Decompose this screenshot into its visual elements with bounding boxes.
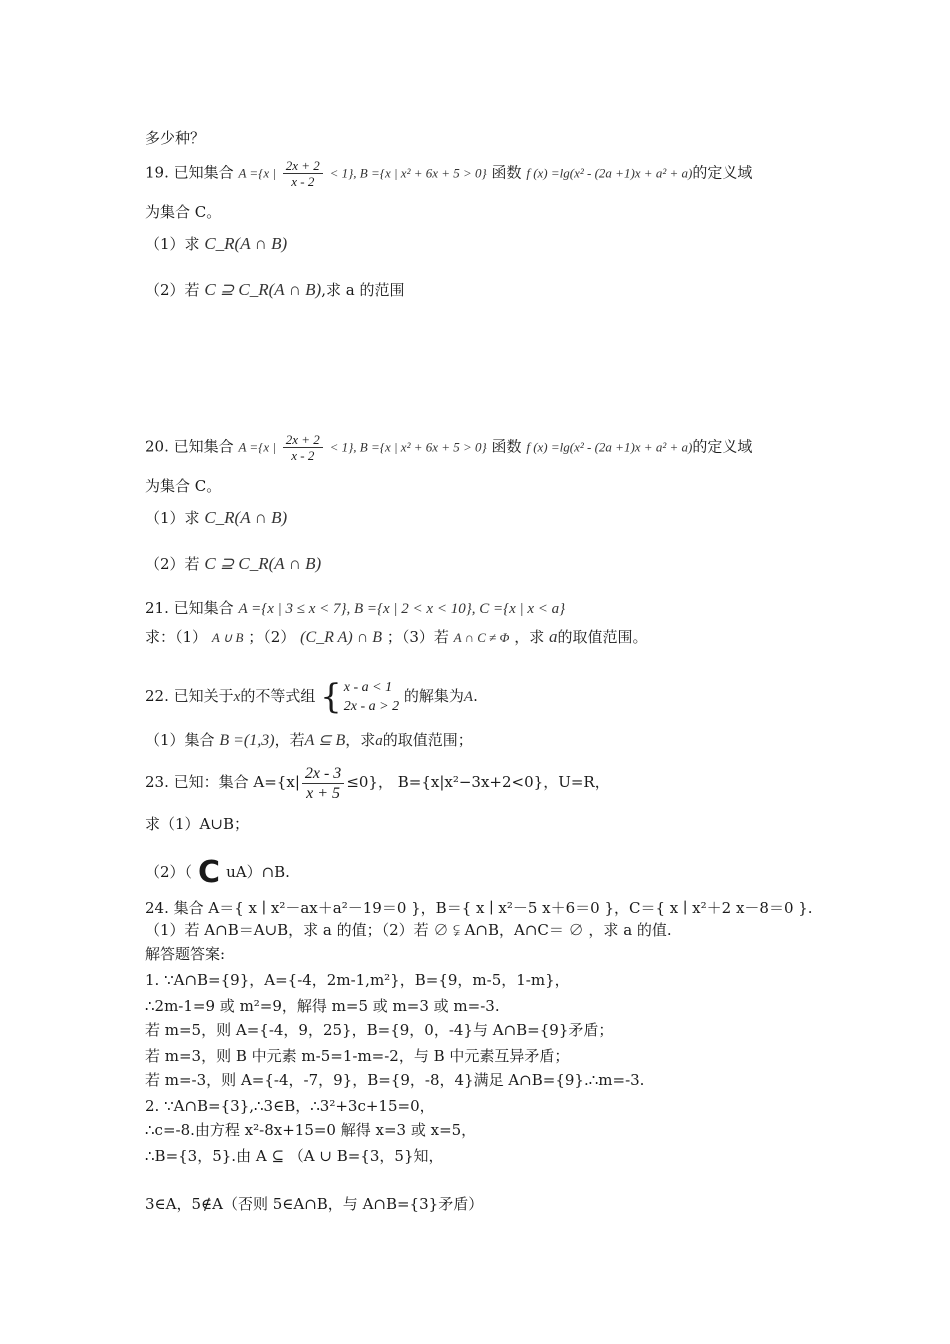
- q20-setA-pre: A ={x |: [238, 439, 276, 455]
- q21-number: 21.: [145, 599, 169, 617]
- q21-m1: A ∪ B: [211, 630, 244, 645]
- q22-mid: 的不等式组: [240, 687, 316, 705]
- q21-sep2: ；（3）若: [386, 628, 449, 646]
- q23-statement: [145, 762, 610, 803]
- q19-domain-text: 的定义域: [692, 163, 753, 182]
- q22-p1-math: B =(1,3): [219, 732, 275, 749]
- q20-fraction: [283, 432, 323, 463]
- q21-ask-label: 求：（1）: [145, 628, 208, 646]
- q20-setA-post: < 1}, B ={x | x² + 6x + 5 > 0}: [329, 439, 487, 455]
- q22-system: [344, 678, 399, 716]
- q20-domain-text: 的定义域: [692, 437, 753, 456]
- q22-p1-var: a: [375, 733, 383, 749]
- answer-line: 2. ∵A∩B={3},∴3∈B，∴3²+3c+15=0，: [145, 1097, 435, 1115]
- q19-function: f (x) =lg(x² - (2a +1)x + a² + a): [526, 165, 693, 181]
- q23-lead: 已知：集合 A={x|: [173, 773, 300, 791]
- q21-sets: A ={x | 3 ≤ x < 7}, B ={x | 2 < x < 10}, C ={x | x < a}: [238, 601, 566, 617]
- q20-part1: [145, 508, 287, 528]
- q21-sep1: ；（2）: [248, 628, 296, 646]
- q21-statement: [145, 598, 565, 619]
- q21-tail1: ，求: [514, 628, 545, 646]
- q23-p2-tail: uA）∩B.: [226, 863, 290, 881]
- q19-setA-pre: A ={x |: [238, 165, 276, 181]
- q19-statement: [145, 158, 752, 189]
- q19-p2-math: C ⊇ C_R(A ∩ B): [204, 280, 322, 299]
- answer-line: ∴2m-1=9 或 m²=9，解得 m=5 或 m=3 或 m=-3.: [145, 997, 500, 1015]
- q20-p1-label: （1）求: [145, 509, 200, 527]
- q24-line1: 24. 集合 A＝{ x ∣ x²－ax＋a²－19＝0 }，B＝{ x ∣ x²－5 x＋6＝0 }，C＝{ x ∣ x²＋2 x－8＝0 }.: [145, 899, 813, 917]
- q20-statement: [145, 432, 752, 463]
- q23-fraction: [302, 764, 344, 803]
- q22-p1-label: （1）集合: [145, 731, 215, 749]
- q20-frac-den: x - 2: [291, 448, 315, 463]
- q20-p2-math: C ⊇ C_R(A ∩ B): [204, 554, 322, 573]
- q19-part2: [145, 280, 404, 300]
- q20-line2: 为集合 C。: [145, 477, 222, 495]
- q23-p2-label: （2）（: [145, 863, 193, 881]
- q20-lead: 已知集合: [173, 437, 234, 456]
- q19-lead: 已知集合: [173, 163, 234, 182]
- q21-lead: 已知集合: [173, 599, 234, 617]
- q22-ineq1: x - a < 1: [343, 680, 393, 695]
- q22-var: x: [233, 689, 241, 705]
- q20-number: 20.: [145, 437, 169, 456]
- q22-lead: 已知关于: [173, 687, 234, 705]
- q24-line2: （1）若 A∩B＝A∪B，求 a 的值；（2）若 ∅ ⫋ A∩B，A∩C＝ ∅ ，求 a 的值.: [145, 921, 672, 939]
- q23-part1: 求（1）A∪B；: [145, 815, 249, 833]
- q22-setname: A: [463, 689, 474, 705]
- q22-tail: 的解集为: [403, 687, 464, 705]
- answer-line: 若 m=3，则 B 中元素 m-5=1-m=-2，与 B 中元素互异矛盾；: [145, 1047, 570, 1065]
- q19-p1-math: C_R(A ∩ B): [204, 234, 288, 253]
- q19-frac-den: x - 2: [291, 174, 315, 189]
- q19-p2-tail: ,求 a 的范围: [321, 281, 405, 299]
- q22-number: 22.: [145, 687, 169, 705]
- q23-complement-symbol: C: [198, 855, 221, 890]
- q22-p1-tail: ，求: [345, 731, 376, 749]
- q19-func-label: 函数: [491, 163, 522, 182]
- q21-m3: A ∩ C ≠ Φ: [453, 630, 510, 645]
- q20-frac-num: 2x + 2: [283, 432, 323, 448]
- answer-line: 3∈A，5∉A（否则 5∈A∩B，与 A∩B={3}矛盾）: [145, 1195, 484, 1213]
- answer-line: ∴c=-8.由方程 x²-8x+15=0 解得 x=3 或 x=5，: [145, 1121, 477, 1139]
- q19-frac-num: 2x + 2: [283, 158, 323, 174]
- answer-line: ∴B={3，5}.由 A ⊆ （A ∪ B={3，5}知，: [145, 1147, 444, 1165]
- q23-part2: [145, 852, 290, 893]
- q23-tail: ≤0}， B={x|x²−3x+2<0}，U=R，: [346, 773, 610, 791]
- q23-number: 23.: [145, 773, 169, 791]
- q19-line2: 为集合 C。: [145, 203, 222, 221]
- q23-frac-num: 2x - 3: [302, 764, 344, 784]
- answer-line: 若 m=-3，则 A={-4，-7，9}，B={9，-8，4}满足 A∩B={9}.∴m=-3.: [145, 1071, 645, 1089]
- q22-ineq2: 2x - a > 2: [343, 699, 400, 714]
- q21-ask: [145, 627, 648, 648]
- q22-brace: {: [320, 677, 342, 717]
- q21-m4: a: [549, 627, 558, 646]
- q22-statement: [145, 676, 478, 717]
- q23-frac-den: x + 5: [306, 784, 341, 802]
- q19-p1-label: （1）求: [145, 235, 200, 253]
- answers-heading: 解答题答案:: [145, 945, 226, 963]
- q20-p1-math: C_R(A ∩ B): [204, 508, 288, 527]
- q19-p2-label: （2）若: [145, 281, 200, 299]
- q22-p1-math2: A ⊆ B: [304, 732, 346, 749]
- q20-func-label: 函数: [491, 437, 522, 456]
- q19-setA-post: < 1}, B ={x | x² + 6x + 5 > 0}: [329, 165, 487, 181]
- answer-line: 1. ∵A∩B={9}，A={-4，2m-1,m²}，B={9，m-5，1-m}，: [145, 971, 570, 989]
- q20-part2: [145, 554, 321, 574]
- q18-tail: 多少种？: [145, 129, 206, 147]
- q19-number: 19.: [145, 163, 169, 182]
- q22-dot: .: [473, 687, 478, 705]
- q19-fraction: [283, 158, 323, 189]
- q20-p2-label: （2）若: [145, 555, 200, 573]
- q21-m2: (C_R A) ∩ B: [300, 629, 383, 646]
- answer-line: 若 m=5，则 A={-4，9，25}，B={9，0，-4}与 A∩B={9}矛盾；: [145, 1021, 614, 1039]
- q19-part1: [145, 234, 287, 254]
- q22-p1-mid: ，若: [274, 731, 305, 749]
- q22-p1-end: 的取值范围；: [382, 731, 473, 749]
- q22-part1: [145, 730, 473, 751]
- q21-tail2: 的取值范围。: [557, 628, 648, 646]
- q20-function: f (x) =lg(x² - (2a +1)x + a² + a): [526, 439, 693, 455]
